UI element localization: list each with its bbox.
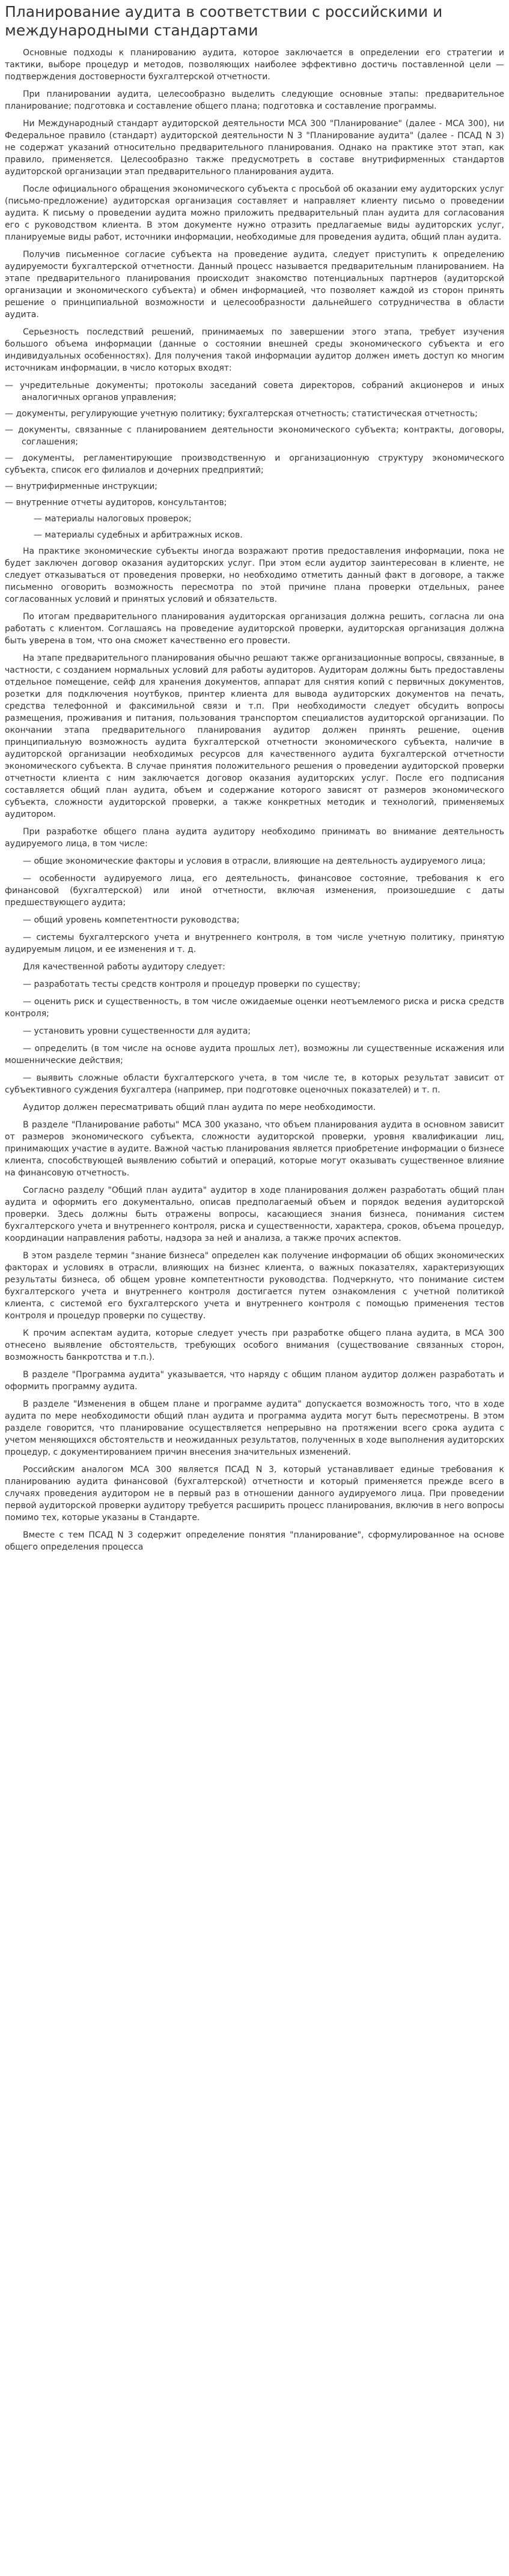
list-item: — документы, связанные с планированием деятельности экономического субъекта; контракты, договоры, соглашения; — [5, 425, 504, 447]
paragraph: — определить (в том числе на основе аудита прошлых лет), возможны ли существенные искажения или мошеннические действия; — [5, 1044, 504, 1065]
paragraph: — выявить сложные области бухгалтерского учета, в том числе те, в которых результат зависит от субъективного суждения бухгалтера (например, при подготовке оценочных показателей) и т. п. — [5, 1073, 504, 1095]
paragraph: При планировании аудита, целесообразно выделить следующие основные этапы: предварительное планирование; подготовка и составление общего плана; подготовка и составление программы. — [5, 89, 504, 111]
paragraph: — установить уровни существенности для аудита; — [23, 1026, 251, 1036]
paragraph: — разработать тесты средств контроля и процедур проверки по существу; — [23, 980, 361, 989]
list-item: — материалы судебных и арбитражных исков. — [34, 530, 243, 540]
paragraph: На практике экономические субъекты иногда возражают против предоставления информации, пока не будет заключен договор оказания аудиторских услуг. При этом если аудитор заинтересован в клиенте, не следует отказываться от проведения проверки, но необходимо отметить данный факт в договоре, а также письменно оговорить возможность пересмотра по этой причине плана проверки отдельных, ранее согласованных условий и принятых условий и обязательств. — [5, 547, 504, 604]
paragraph: — общий уровень компетентности руководства; — [23, 915, 240, 925]
list-item: — внутрифирменные инструкции; — [5, 482, 158, 491]
paragraph: Аудитор должен пересматривать общий план аудита по мере необходимости. — [23, 1103, 376, 1112]
paragraph: В разделе "Программа аудита" указывается, что наряду с общим планом аудитор должен разработать и оформить программу аудита. — [5, 1370, 504, 1392]
paragraph: Ни Международный стандарт аудиторской деятельности МСА 300 "Планирование" (далее - МСА 300), ни Федеральное правило (стандарт) аудиторской деятельности N 3 "Планирование аудита" (далее - ПСАД N 3) не содержат указаний относительно предварительного планирования. Однако на практике этот этап, как правило, применяется. Целесообразно также предусмотреть в составе внутрифирменных стандартов аудиторской организации этап предварительного планирования аудита. — [5, 119, 504, 177]
paragraph: — оценить риск и существенность, в том числе ожидаемые оценки неотъемлемого риска и риска средств контроля; — [5, 997, 504, 1019]
paragraph: Вместе с тем ПСАД N 3 содержит определение понятия "планирование", сформулированное на основе общего определения процесса — [5, 1530, 504, 1552]
paragraph: После официального обращения экономического субъекта с просьбой об оказании ему аудиторских услуг (письмо-предложение) аудиторская организация составляет и направляет клиенту письмо о проведении аудита. К письму о проведении аудита можно приложить предварительный план аудита для согласования его с руководством клиента. В этом документе нужно отразить предлагаемые виды аудиторских услуг, планируемые виды работ, источники информации, необходимые для проведения аудита, общий план аудита. — [5, 184, 504, 242]
paragraph: При разработке общего плана аудита аудитору необходимо принимать во внимание деятельность аудируемого лица, в том числе: — [5, 827, 504, 849]
paragraph: Согласно разделу "Общий план аудита" аудитор в ходе планирования должен разработать общий план аудита и оформить его документально, описав предполагаемый объем и порядок ведения аудиторской проверки. Здесь должны быть отражены вопросы, касающиеся знания бизнеса, понимания систем бухгалтерского учета и внутреннего контроля, риска и существенности, характера, сроков, объема процедур, координации направления работы, надзора за ней и анализа, а также прочих аспектов. — [5, 1186, 504, 1243]
paragraph: В разделе "Изменения в общем плане и программе аудита" допускается возможность того, что в ходе аудита по мере необходимости общий план аудита и программа аудита могут быть пересмотрены. В этом разделе говорится, что планирование осуществляется непрерывно на протяжении всего срока аудита с учетом меняющихся обстоятельств и неожиданных результатов, полученных в ходе выполнения аудиторских процедур, с документированием причин внесения значительных изменений. — [5, 1399, 504, 1457]
list-item: — учредительные документы; протоколы заседаний совета директоров, собраний акционеров и иных аналогичных органов управления; — [5, 381, 504, 402]
paragraph: Серьезность последствий решений, принимаемых по завершении этого этапа, требует изучения большого объема информации (данные о состоянии внешней среды экономического субъекта и его индивидуальных особенностях). Для получения такой информации аудитор должен иметь доступ ко многим источникам информации, в число которых входят: — [5, 327, 504, 373]
list-item: — внутренние отчеты аудиторов, консультантов; — [5, 498, 227, 508]
list-item: — документы, регламентирующие производственную и организационную структуру экономического субъекта, список его филиалов и дочерних предприятий; — [5, 453, 504, 475]
list-item: — документы, регулирующие учетную политику; бухгалтерская отчетность; статистическая отчетность; — [5, 409, 478, 419]
page-title: Планирование аудита в соответствии с российскими и международными стандартами — [5, 3, 443, 39]
article-body — [5, 47, 504, 1553]
paragraph: — особенности аудируемого лица, его деятельность, финансовое состояние, требования к его финансовой (бухгалтерской) или иной отчетности, включая изменения, произошедшие с даты предшествующего аудита; — [5, 874, 504, 908]
paragraph: Российским аналогом МСА 300 является ПСАД N 3, который устанавливает единые требования к планированию аудита финансовой (бухгалтерской) отчетности и который применяется прежде всего в случаях проведения аудитором не в первый раз в отношении данного аудируемого лица. При проведении первой аудиторской проверки аудитору требуется расширить процесс планирования, включив в него вопросы помимо тех, которые указаны в Стандарте. — [5, 1465, 504, 1523]
paragraph: Основные подходы к планированию аудита, которое заключается в определении его стратегии и тактики, выборе процедур и методов, позволяющих наиболее эффективно достичь поставленной цели —подтверждения достоверности бухгалтерской отчетности. — [5, 48, 504, 82]
list-item: — материалы налоговых проверок; — [34, 514, 192, 524]
paragraph: По итогам предварительного планирования аудиторская организация должна решить, согласна ли она работать с клиентом. Соглашаясь на проведение аудиторской проверки, аудиторская организация должна быть уверена в том, что она сможет качественно его провести. — [5, 612, 504, 646]
paragraph: — системы бухгалтерского учета и внутреннего контроля, в том числе учетную политику, принятую аудируемым лицом, и ее изменения и т. д. — [5, 933, 504, 954]
paragraph: В разделе "Планирование работы" МСА 300 указано, что объем планирования аудита в основном зависит от размеров экономического субъекта, сложности аудиторской проверки, уровня квалификации лиц, принимающих участие в аудите. Важной частью планирования является приобретение информации о бизнесе клиента, способствующей выявлению событий и операций, которые могут оказывать существенное влияние на финансовую отчетность. — [5, 1120, 504, 1178]
paragraph: Получив письменное согласие субъекта на проведение аудита, следует приступить к определению аудируемости бухгалтерской отчетности. Данный процесс называется предварительным планированием. На этапе предварительного планирования происходит знакомство потенциальных партнеров (аудиторской организации и экономического субъекта) и обмен информацией, что позволяет каждой из сторон принять решение о принципиальной возможности и целесообразности дальнейшего сотрудничества в области аудита. — [5, 250, 504, 320]
paragraph: — общие экономические факторы и условия в отрасли, влияющие на деятельность аудируемого лица; — [23, 856, 486, 866]
paragraph: В этом разделе термин "знание бизнеса" определен как получение информации об общих экономических факторах и условиях в отрасли, влияющих на бизнес клиента, о важных показателях, характеризующих результаты бизнеса, об общем уровне компетентности руководства. Подчеркнуто, что понимание систем бухгалтерского учета и внутреннего контроля достигается путем ознакомления с учетной политикой клиента, с системой его бухгалтерского учета и внутреннего контроля с помощью применения тестов контроля и процедур проверки по существу. — [5, 1251, 504, 1321]
paragraph: К прочим аспектам аудита, которые следует учесть при разработке общего плана аудита, в МСА 300 отнесено выявление обстоятельств, требующих особого внимания (существование связанных сторон, возможность банкротства и т.п.). — [5, 1329, 504, 1362]
paragraph: На этапе предварительного планирования обычно решают также организационные вопросы, связанные, в частности, с созданием нормальных условий для работы аудиторов. Аудиторам должны быть предоставлены отдельное помещение, сейф для хранения документов, аппарат для снятия копий с первичных документов, розетки для подключения ноутбуков, принтер клиента для вывода аудиторских документов на печать, средства телефонной и факсимильной связи и т.п. При необходимости следует обсудить вопросы размещения, проживания и питания, пользования транспортом специалистов аудиторской организации. По окончании этапа предварительного планирования аудитор должен принять решение, оценив принципиальную возможность аудита бухгалтерской отчетности экономического субъекта, наличие в аудиторской организации необходимых ресурсов для качественного аудита бухгалтерской отчетности экономического субъекта. В случае принятия положительного решения о проведении аудиторской проверки отчетности клиента с ним заключается договор оказания аудиторских услуг. После его подписания составляется общий план аудита, объем и содержание которого зависят от размеров экономического субъекта, сложности аудиторской проверки, а также конкретных методик и технологий, применяемых аудитором. — [5, 653, 504, 819]
paragraph: Для качественной работы аудитору следует: — [23, 962, 225, 972]
